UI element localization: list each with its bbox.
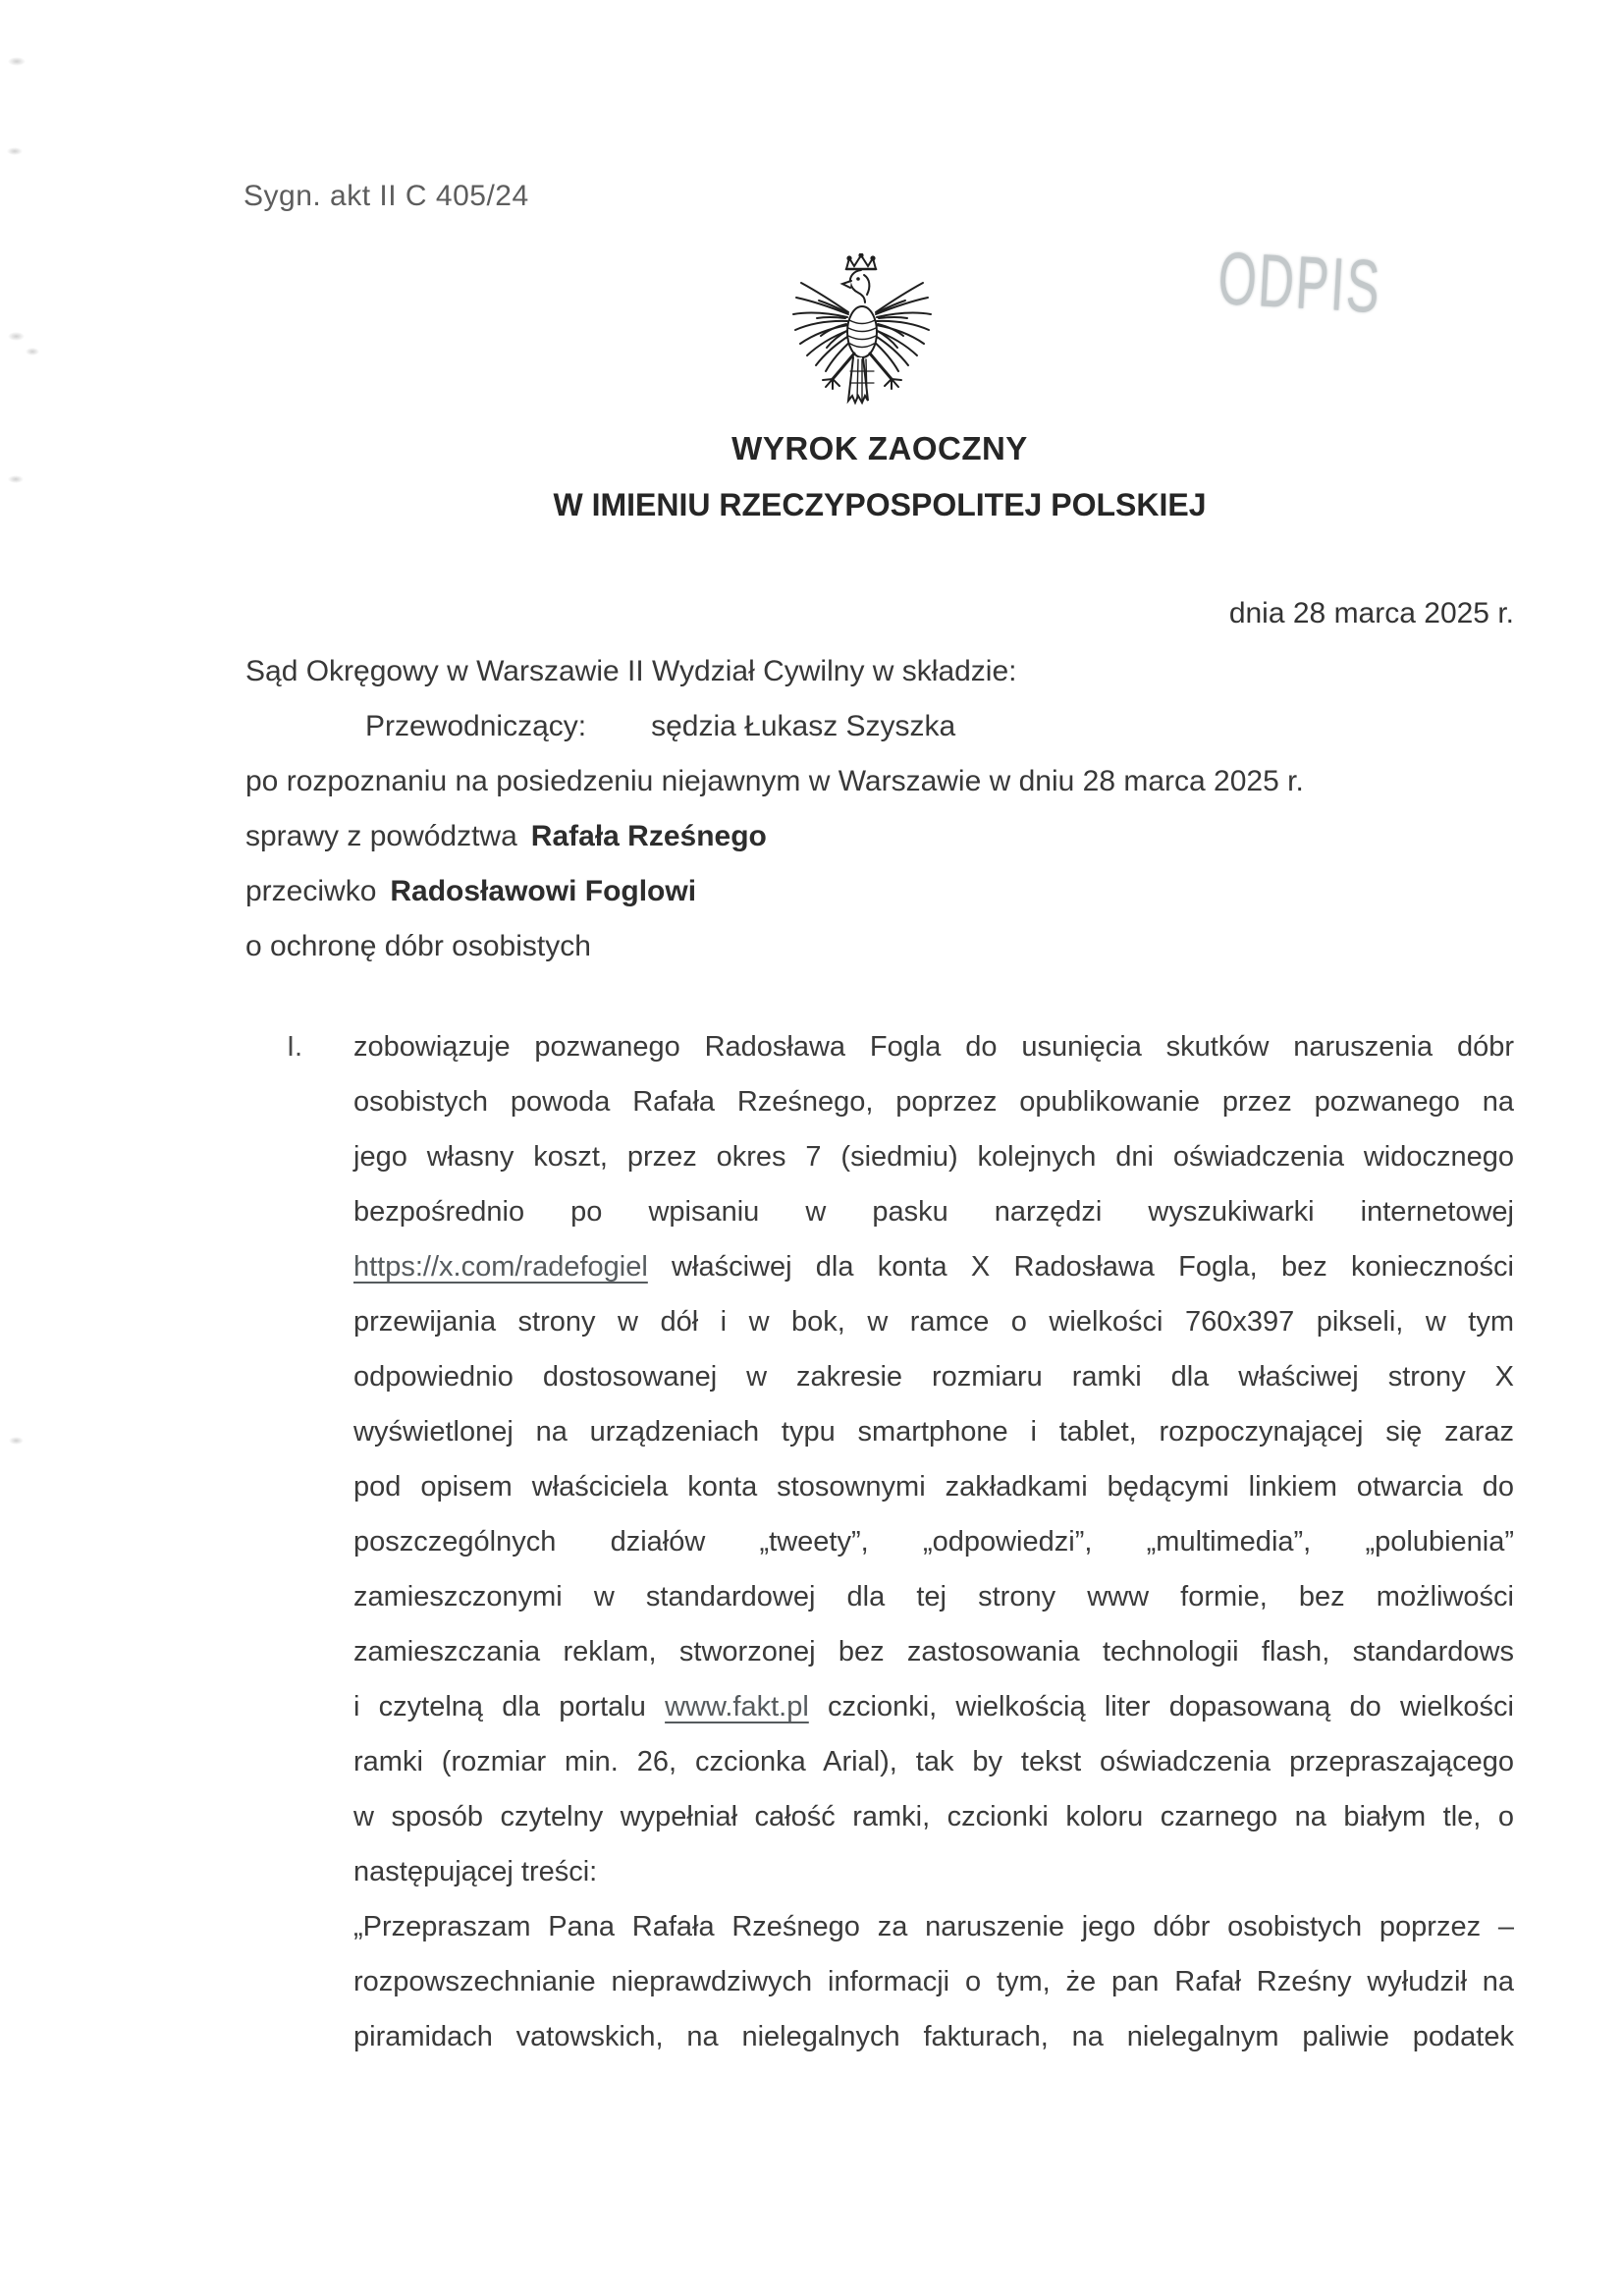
ruling-line: ramki (rozmiar min. 26, czcionka Arial), tak by tekst oświadczenia przepraszającego: [353, 1746, 1514, 1777]
ruling-paragraph: [245, 1019, 1514, 2064]
ruling-item-number: I.: [287, 1031, 303, 1063]
scan-smudge: [8, 332, 25, 341]
judgment-subtitle: W IMIENIU RZECZYPOSPOLITEJ POLSKIEJ: [553, 487, 1207, 522]
ruling-line: osobistych powoda Rafała Rześnego, poprzez opublikowanie przez pozwanego na: [353, 1086, 1514, 1118]
judgment-date: dnia 28 marca 2025 r.: [1228, 597, 1514, 629]
ruling-line: zamieszczania reklam, stworzonej bez zastosowania technologii flash, standardows: [353, 1636, 1514, 1667]
ruling-line-text: i czytelną dla portalu: [353, 1691, 666, 1722]
ruling-line: w sposób czytelny wypełniał całość ramki, czcionki koloru czarnego na białym tle, o: [353, 1801, 1514, 1832]
scan-smudge: [8, 57, 26, 66]
ruling-line: [353, 1239, 1514, 1294]
polish-eagle-emblem: [791, 253, 933, 416]
case-subject-line: o ochronę dóbr osobistych: [245, 930, 591, 962]
ruling-line: poszczególnych działów „tweety”, „odpowiedzi”, „multimedia”, „polubienia”: [353, 1526, 1514, 1558]
plaintiff-line: [245, 809, 1514, 864]
claim-prefix: sprawy z powództwa: [245, 820, 517, 852]
x-profile-url: https://x.com/radefogiel: [353, 1251, 648, 1283]
ruling-line: zobowiązuje pozwanego Radosława Fogla do usunięcia skutków naruszenia dóbr: [353, 1031, 1514, 1063]
ruling-line: bezpośrednio po wpisaniu w pasku narzędzi wyszukiwarki internetowej: [353, 1196, 1514, 1228]
ruling-line: odpowiednio dostosowanej w zakresie rozmiaru ramki dla właściwej strony X: [353, 1361, 1514, 1393]
presiding-judge-name: sędzia Łukasz Szyszka: [651, 710, 956, 742]
scan-smudge: [7, 147, 23, 155]
ruling-line-text: czcionki, wielkością liter dopasowaną do wielkości: [808, 1691, 1514, 1722]
ruling-line: [353, 1679, 1514, 1734]
ruling-line: zamieszczonymi w standardowej dla tej strony www formie, bez możliwości: [353, 1581, 1514, 1613]
scan-smudge: [9, 1437, 24, 1445]
ruling-line: przewijania strony w dół i w bok, w ramce o wielkości 760x397 pikseli, w tym: [353, 1306, 1514, 1338]
presiding-judge-line: [245, 699, 1514, 754]
ruling-line: jego własny koszt, przez okres 7 (siedmiu) kolejnych dni oświadczenia widocznego: [353, 1141, 1514, 1173]
presiding-label: Przewodniczący:: [365, 710, 587, 742]
ruling-body: [353, 1019, 1514, 2064]
ruling-line: następującej treści:: [353, 1856, 598, 1887]
court-header: [245, 644, 1514, 974]
defendant-name: Radosławowi Foglowi: [390, 875, 697, 907]
polish-eagle-icon: [791, 253, 933, 416]
apology-statement-line: rozpowszechnianie nieprawdziwych informacji o tym, że pan Rafał Rześny wyłudził na: [353, 1966, 1514, 1997]
fakt-portal-url: www.fakt.pl: [665, 1691, 809, 1722]
ruling-line-text: właściwej dla konta X Radosława Fogla, bez konieczności: [647, 1251, 1514, 1283]
defendant-line: [245, 864, 1514, 919]
scan-smudge: [8, 475, 24, 483]
court-composition-line: Sąd Okręgowy w Warszawie II Wydział Cywilny w składzie:: [245, 655, 1017, 687]
ruling-line: pod opisem właściciela konta stosownymi zakładkami będącymi linkiem otwarcia do: [353, 1471, 1514, 1503]
plaintiff-name: Rafała Rześnego: [530, 820, 767, 852]
odpis-copy-stamp: ODPIS: [1216, 237, 1384, 330]
judgment-title: WYROK ZAOCZNY: [731, 430, 1028, 466]
apology-statement-line: piramidach vatowskich, na nielegalnych fakturach, na nielegalnym paliwie podatek: [353, 2021, 1514, 2052]
ruling-line: wyświetlonej na urządzeniach typu smartphone i tablet, rozpoczynającej się zaraz: [353, 1416, 1514, 1448]
apology-statement-line: „Przepraszam Pana Rafała Rześnego za naruszenie jego dóbr osobistych poprzez –: [353, 1911, 1514, 1942]
scan-smudge: [26, 348, 39, 355]
defendant-prefix: przeciwko: [245, 875, 377, 907]
case-number: Sygn. akt II C 405/24: [243, 180, 529, 212]
hearing-line: po rozpoznaniu na posiedzeniu niejawnym w Warszawie w dniu 28 marca 2025 r.: [245, 765, 1304, 797]
